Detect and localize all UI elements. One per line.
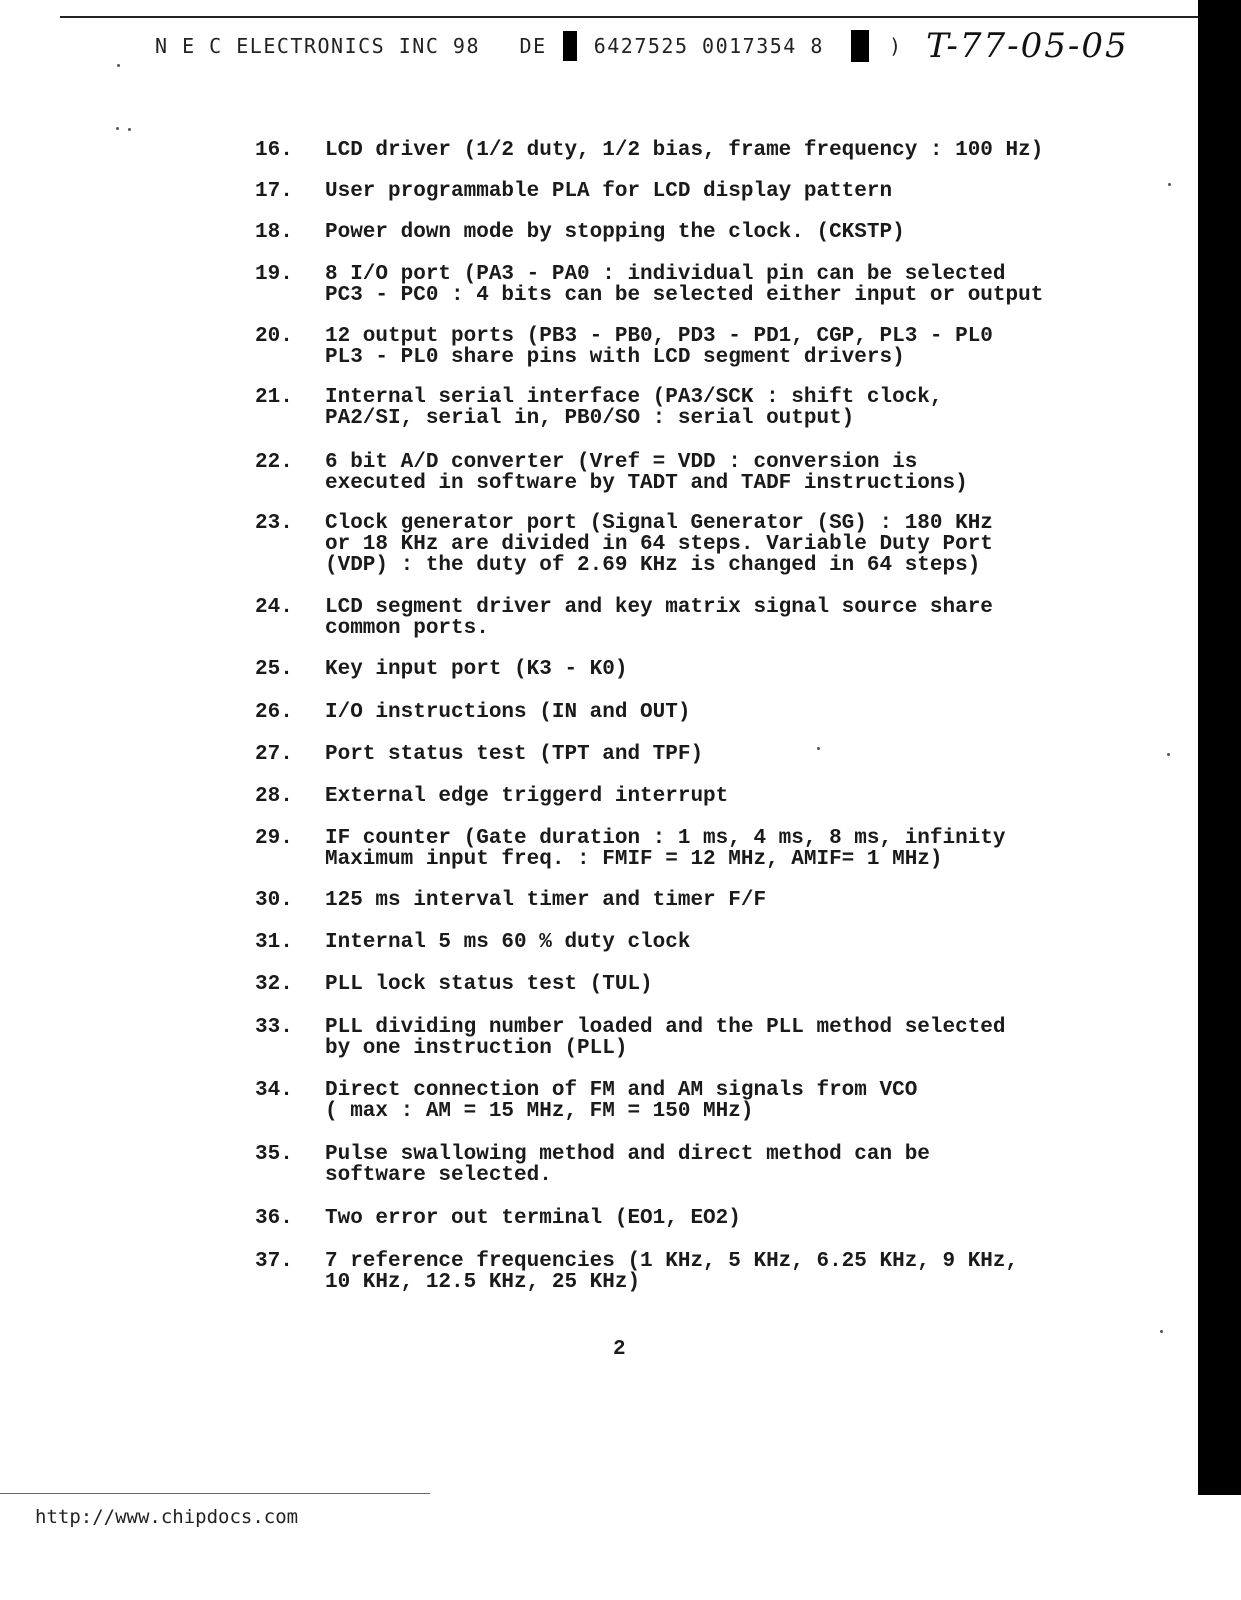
item-number: 25. [255, 658, 293, 681]
item-line: 7 reference frequencies (1 KHz, 5 KHz, 6.25 KHz, 9 KHz, [325, 1250, 1019, 1273]
scan-speck [817, 747, 820, 750]
item-number: 17. [255, 180, 293, 203]
item-number: 36. [255, 1207, 293, 1230]
item-line: LCD driver (1/2 duty, 1/2 bias, frame frequency : 100 Hz) [325, 139, 1044, 162]
page-number: 2 [613, 1338, 626, 1361]
item-number: 21. [255, 386, 293, 409]
item-line: 6 bit A/D converter (Vref = VDD : conversion is [325, 451, 918, 474]
item-number: 16. [255, 139, 293, 162]
item-line: PC3 - PC0 : 4 bits can be selected either input or output [325, 284, 1044, 307]
item-line: or 18 KHz are divided in 64 steps. Variable Duty Port [325, 533, 993, 556]
item-number: 28. [255, 785, 293, 808]
item-line: PL3 - PL0 share pins with LCD segment drivers) [325, 346, 905, 369]
scan-speck [1160, 1330, 1163, 1333]
item-line: Pulse swallowing method and direct method can be [325, 1143, 930, 1166]
item-number: 34. [255, 1079, 293, 1102]
item-line: Port status test (TPT and TPF) [325, 743, 704, 766]
item-line: External edge triggerd interrupt [325, 785, 729, 808]
header-company: N E C ELECTRONICS INC 98 [155, 34, 480, 58]
item-line: Internal 5 ms 60 % duty clock [325, 931, 691, 954]
item-number: 19. [255, 263, 293, 286]
item-line: software selected. [325, 1164, 552, 1187]
item-line: Clock generator port (Signal Generator (SG) : 180 KHz [325, 512, 993, 535]
item-line: Key input port (K3 - K0) [325, 658, 628, 681]
item-line: Internal serial interface (PA3/SCK : shift clock, [325, 386, 943, 409]
item-line: Maximum input freq. : FMIF = 12 MHz, AMIF= 1 MHz) [325, 848, 943, 871]
item-line: LCD segment driver and key matrix signal source share [325, 596, 993, 619]
item-line: by one instruction (PLL) [325, 1037, 628, 1060]
header-de-code: DE [519, 34, 547, 58]
item-line: 125 ms interval timer and timer F/F [325, 889, 767, 912]
item-line: Direct connection of FM and AM signals from VCO [325, 1079, 918, 1102]
item-number: 37. [255, 1250, 293, 1273]
item-number: 18. [255, 221, 293, 244]
header-doc-numbers: 6427525 0017354 8 [593, 34, 824, 58]
item-number: 35. [255, 1143, 293, 1166]
scan-edge-bar [1198, 0, 1241, 1495]
item-number: 22. [255, 451, 293, 474]
item-line: ( max : AM = 15 MHz, FM = 150 MHz) [325, 1100, 754, 1123]
item-number: 31. [255, 931, 293, 954]
item-line: User programmable PLA for LCD display pattern [325, 180, 893, 203]
item-line: Power down mode by stopping the clock. (CKSTP) [325, 221, 905, 244]
item-number: 30. [255, 889, 293, 912]
item-line: (VDP) : the duty of 2.69 KHz is changed in 64 steps) [325, 554, 981, 577]
item-line: 12 output ports (PB3 - PB0, PD3 - PD1, CGP, PL3 - PL0 [325, 325, 993, 348]
item-number: 20. [255, 325, 293, 348]
item-line: PLL lock status test (TUL) [325, 973, 653, 996]
scan-speck [1167, 753, 1170, 756]
scan-speck [116, 127, 119, 130]
top-rule [60, 16, 1241, 18]
header-bracket: ) [889, 34, 903, 58]
page-header [155, 26, 1129, 66]
item-line: 8 I/O port (PA3 - PA0 : individual pin can be selected [325, 263, 1006, 286]
item-number: 23. [255, 512, 293, 535]
item-number: 32. [255, 973, 293, 996]
item-number: 29. [255, 827, 293, 850]
item-line: executed in software by TADT and TADF instructions) [325, 472, 968, 495]
footer-rule [0, 1493, 430, 1494]
item-line: 10 KHz, 12.5 KHz, 25 KHz) [325, 1271, 641, 1294]
item-line: IF counter (Gate duration : 1 ms, 4 ms, 8 ms, infinity [325, 827, 1006, 850]
item-line: PLL dividing number loaded and the PLL method selected [325, 1016, 1006, 1039]
footer-url[interactable]: http://www.chipdocs.com [35, 1506, 299, 1528]
scan-speck [117, 64, 120, 67]
item-number: 33. [255, 1016, 293, 1039]
item-line: PA2/SI, serial in, PB0/SO : serial output) [325, 407, 855, 430]
item-line: Two error out terminal (EO1, EO2) [325, 1207, 741, 1230]
handwritten-code: T-77-05-05 [926, 26, 1129, 66]
header-black-mark [563, 31, 577, 61]
scan-speck [128, 128, 131, 131]
item-line: common ports. [325, 617, 489, 640]
item-number: 24. [255, 596, 293, 619]
scan-speck [1168, 183, 1171, 186]
item-number: 27. [255, 743, 293, 766]
item-line: I/O instructions (IN and OUT) [325, 701, 691, 724]
header-black-mark-2 [851, 30, 869, 62]
item-number: 26. [255, 701, 293, 724]
